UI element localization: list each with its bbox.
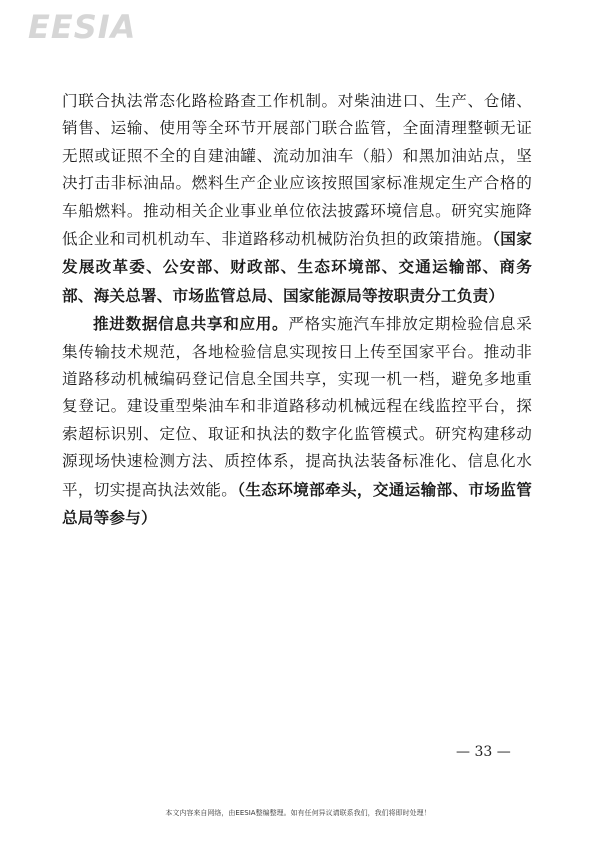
paragraph-2	[62, 310, 532, 532]
eesia-logo: EESIA	[28, 8, 137, 46]
paragraph-2-responsible: （生态环境部牵头，交通运输部、市场监管总局等参与）	[62, 479, 532, 528]
paragraph-2-lead: 推进数据信息共享和应用。	[93, 314, 289, 334]
paragraph-2-text: 严格实施汽车排放定期检验信息采集传输技术规范，各地检验信息实现按日上传至国家平台。推动非道路移动机械编码登记信息全国共享，实现一机一档，避免多地重复登记。建设重型柴油车和非道路移动机械远程在线监控平台，探索超标识别、定位、取证和执法的数字化监管模式。研究构建移动源现场快速检测方法、质控体系，提高执法装备标准化、信息化水平，切实提高执法效能。	[62, 315, 532, 499]
paragraph-1-text: 门联合执法常态化路检路查工作机制。对柴油进口、生产、仓储、销售、运输、使用等全环节开展部门联合监管，全面清理整顿无证无照或证照不全的自建油罐、流动加油车（船）和黑加油站点，坚决打击非标油品。燃料生产企业应该按照国家标准规定生产合格的车船燃料。推动相关企业事业单位依法披露环境信息。研究实施降低企业和司机机动车、非道路移动机械防治负担的政策措施。	[62, 92, 532, 249]
paragraph-1-responsible: （国家发展改革委、公安部、财政部、生态环境部、交通运输部、商务部、海关总署、市场监管总局、国家能源局等按职责分工负责）	[62, 229, 532, 305]
paragraph-1	[62, 88, 532, 310]
document-body	[62, 88, 532, 533]
footer-notice: 本文内容来自网络，由EESIA整编整理。如有任何异议请联系我们，我们将即时处理！	[165, 809, 431, 817]
page-number: — 33 —	[456, 744, 511, 760]
